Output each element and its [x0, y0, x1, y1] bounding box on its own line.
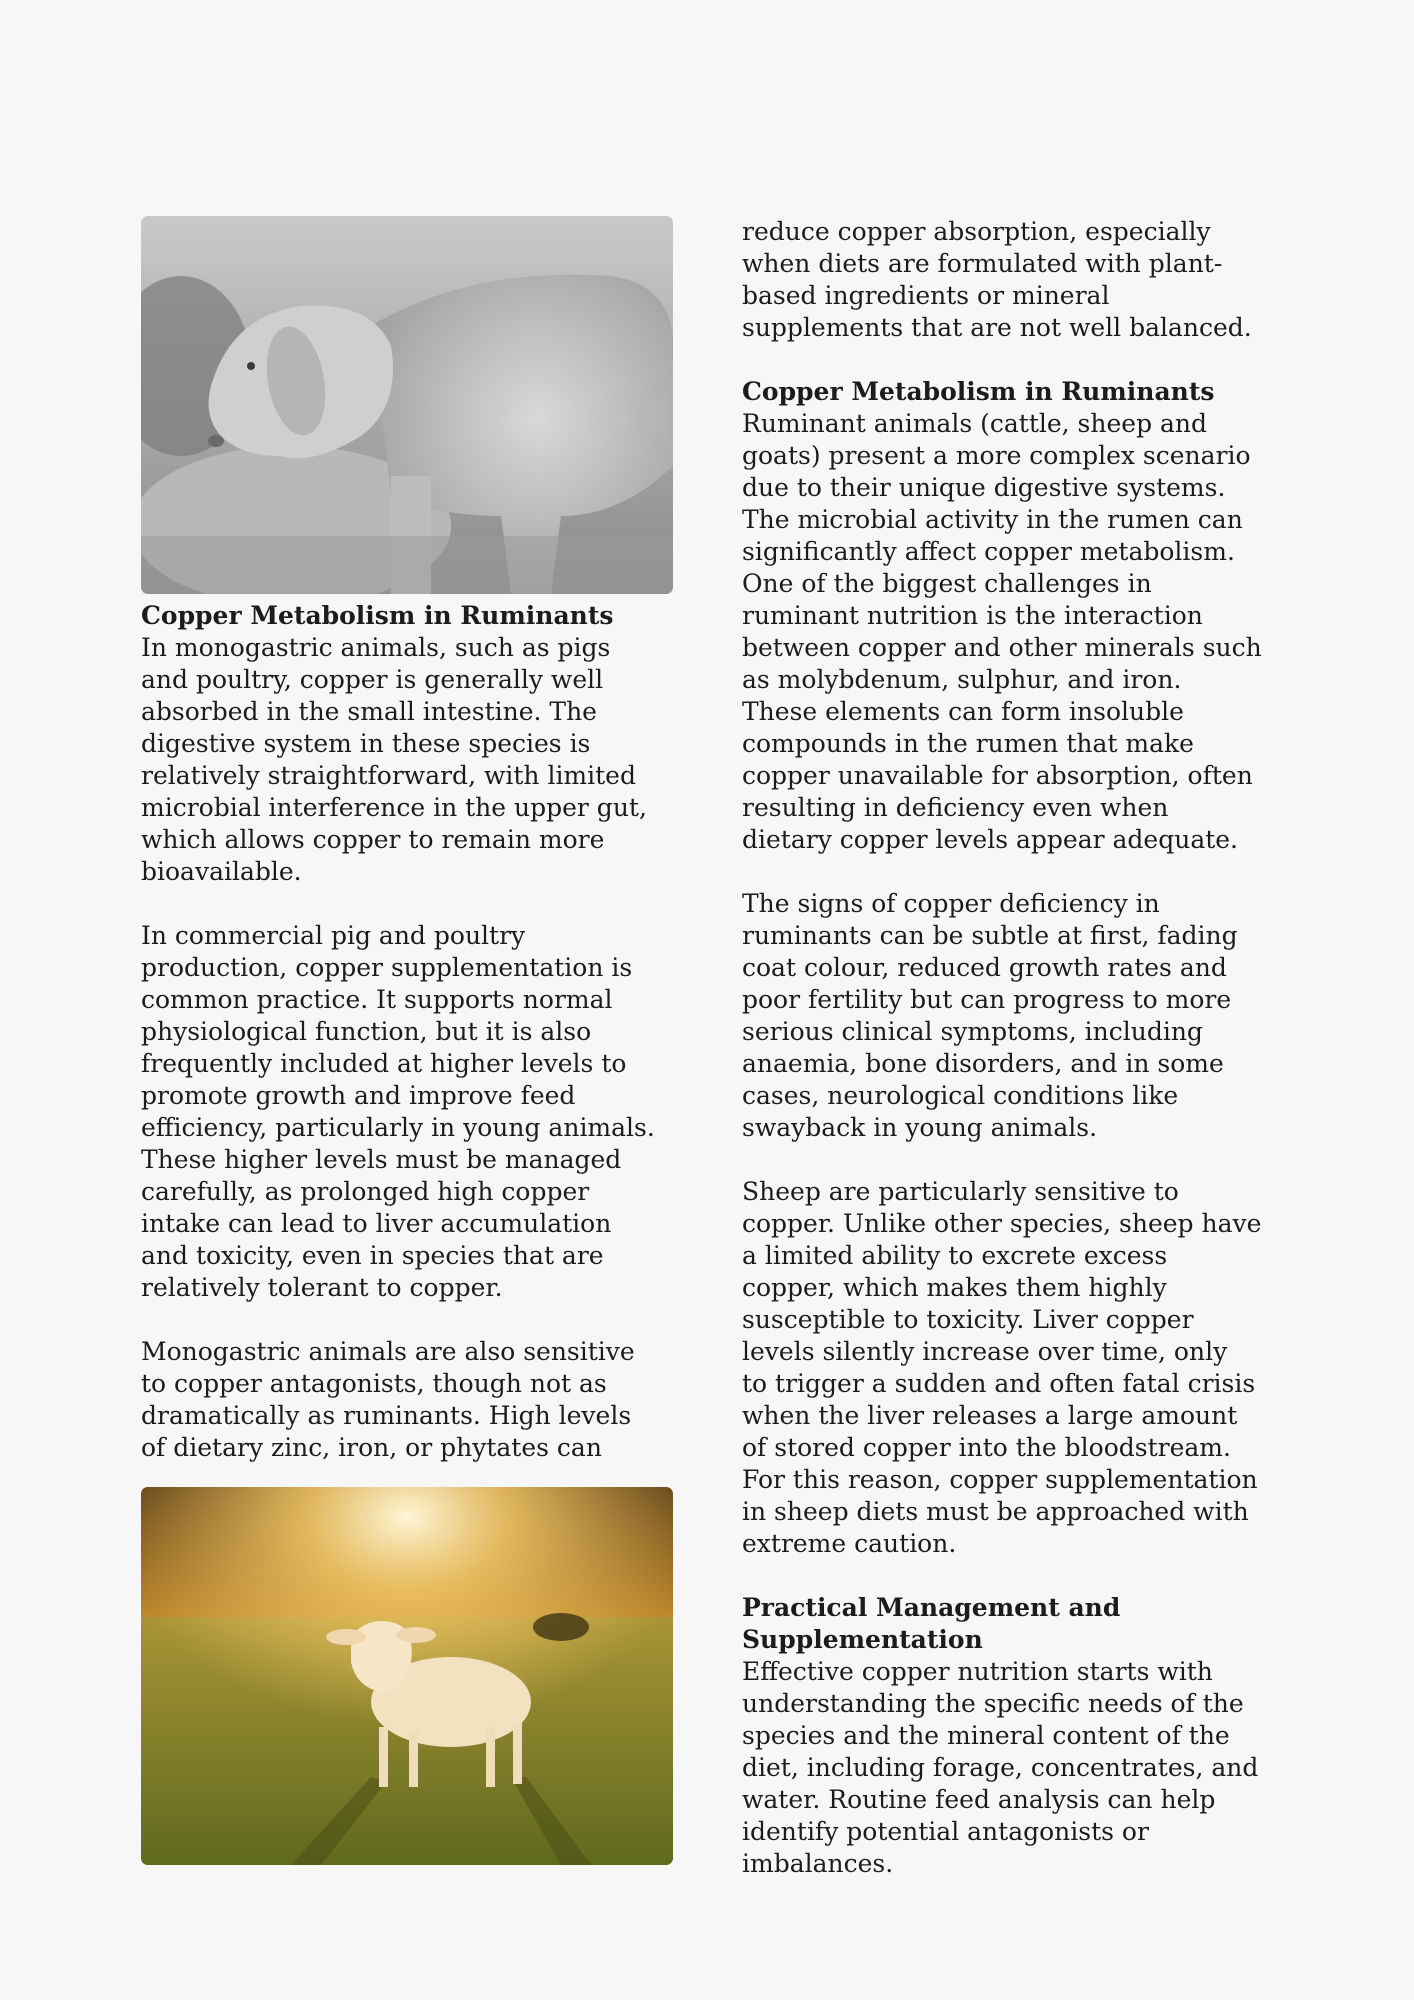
paragraph: Sheep are particularly sensitive to copper. Unlike other species, sheep have a limited ability to excrete excess copper, which makes them highly susceptible to toxicity. Liver copper levels silently increase over time, only to trigger a sudden and often fatal crisis when the liver releases a large amount of stored copper into the bloodstream. For this reason, copper supplementation in sheep diets must be approached with extreme caution. — [742, 1177, 1262, 1558]
section-heading: Copper Metabolism in Ruminants — [742, 377, 1215, 406]
continued-paragraph: reduce copper absorption, especially when diets are formulated with plant- based ingredients or mineral supplements that are not well balanced. — [742, 217, 1252, 342]
section-heading: Copper Metabolism in Ruminants — [141, 601, 614, 630]
lamb-photo-sunset — [141, 1487, 673, 1865]
section-heading: Practical Management and Supplementation — [742, 1593, 1121, 1654]
paragraph: Monogastric animals are also sensitive to copper antagonists, though not as dramatically as ruminants. High levels of dietary zinc, iron, or phytates can — [141, 1337, 635, 1462]
right-column — [742, 216, 1282, 1880]
paragraph: Ruminant animals (cattle, sheep and goats) present a more complex scenario due to their unique digestive systems. The microbial activity in the rumen can significantly affect copper metabolism. One of the biggest challenges in ruminant nutrition is the interaction between copper and other minerals such as molybdenum, sulphur, and iron. These elements can form insoluble compounds in the rumen that make copper unavailable for absorption, often resulting in deficiency even when dietary copper levels appear adequate. — [742, 409, 1262, 854]
paragraph: The signs of copper deficiency in ruminants can be subtle at first, fading coat colour, reduced growth rates and poor fertility but can progress to more serious clinical symptoms, including anaemia, bone disorders, and in some cases, neurological conditions like swayback in young animals. — [742, 889, 1238, 1142]
paragraph: Effective copper nutrition starts with understanding the specific needs of the species and the mineral content of the diet, including forage, concentrates, and water. Routine feed analysis can help identify potential antagonists or imbalances. — [742, 1657, 1259, 1878]
left-column — [141, 216, 681, 1865]
paragraph: In commercial pig and poultry production, copper supplementation is common practice. It supports normal physiological function, but it is also frequently included at higher levels to promote growth and improve feed efficiency, particularly in young animals. These higher levels must be managed carefully, as prolonged high copper intake can lead to liver accumulation and toxicity, even in species that are relatively tolerant to copper. — [141, 921, 655, 1302]
lamb-photo-grayscale — [141, 216, 673, 594]
paragraph: In monogastric animals, such as pigs and poultry, copper is generally well absorbed in the small intestine. The digestive system in these species is relatively straightforward, with limited microbial interference in the upper gut, which allows copper to remain more bioavailable. — [141, 633, 647, 886]
